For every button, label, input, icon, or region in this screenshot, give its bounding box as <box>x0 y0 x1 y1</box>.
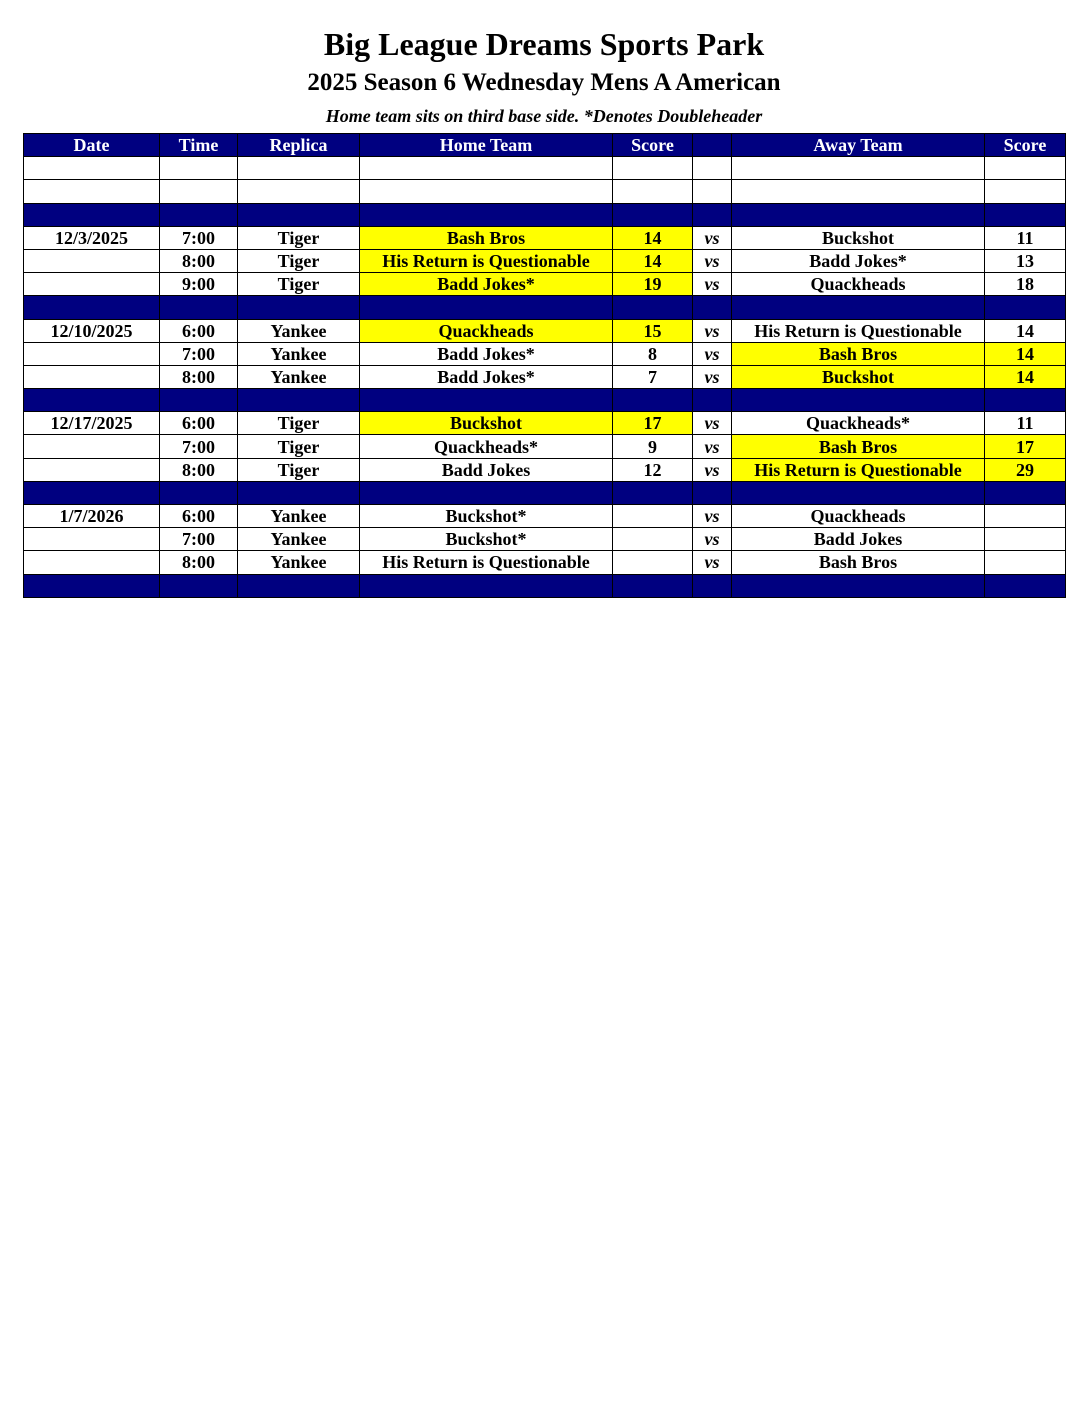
col-header-vs <box>693 134 732 157</box>
week-separator-row <box>24 203 1066 226</box>
vs-cell <box>693 157 732 180</box>
away-score-cell: 13 <box>985 249 1066 272</box>
game-row <box>24 412 1066 435</box>
schedule-table <box>23 133 1066 598</box>
away-team-cell <box>732 481 985 504</box>
replica-cell: Yankee <box>238 551 360 574</box>
replica-cell: Yankee <box>238 505 360 528</box>
time-cell: 9:00 <box>160 273 238 296</box>
away-team-cell <box>732 203 985 226</box>
game-row <box>24 273 1066 296</box>
away-score-cell: 11 <box>985 412 1066 435</box>
col-header-date: Date <box>24 134 160 157</box>
vs-cell: vs <box>693 249 732 272</box>
date-cell <box>24 574 160 597</box>
vs-cell: vs <box>693 458 732 481</box>
date-cell: 12/10/2025 <box>24 319 160 342</box>
date-cell <box>24 528 160 551</box>
home-score-cell: 12 <box>613 458 693 481</box>
game-row <box>24 319 1066 342</box>
away-team-cell: Badd Jokes <box>732 528 985 551</box>
away-score-cell <box>985 505 1066 528</box>
replica-cell <box>238 389 360 412</box>
vs-cell: vs <box>693 528 732 551</box>
away-score-cell <box>985 389 1066 412</box>
blank-row <box>24 180 1066 203</box>
away-score-cell: 14 <box>985 365 1066 388</box>
game-row <box>24 528 1066 551</box>
vs-cell <box>693 481 732 504</box>
date-cell: 1/7/2026 <box>24 505 160 528</box>
date-cell <box>24 481 160 504</box>
vs-cell <box>693 574 732 597</box>
time-cell <box>160 157 238 180</box>
replica-cell: Tiger <box>238 435 360 458</box>
home-score-cell: 15 <box>613 319 693 342</box>
away-team-cell: Quackheads <box>732 273 985 296</box>
time-cell: 8:00 <box>160 365 238 388</box>
header-row <box>24 134 1066 157</box>
home-team-cell: Quackheads* <box>360 435 613 458</box>
home-team-cell: His Return is Questionable <box>360 551 613 574</box>
away-score-cell <box>985 203 1066 226</box>
replica-cell: Tiger <box>238 249 360 272</box>
col-header-away-team: Away Team <box>732 134 985 157</box>
away-team-cell: Buckshot <box>732 365 985 388</box>
page-title: Big League Dreams Sports Park <box>323 26 765 62</box>
week-separator-row <box>24 296 1066 319</box>
replica-cell: Yankee <box>238 365 360 388</box>
page-subtitle: 2025 Season 6 Wednesday Mens A American <box>307 69 781 96</box>
home-team-cell <box>360 389 613 412</box>
replica-cell <box>238 157 360 180</box>
time-cell: 7:00 <box>160 226 238 249</box>
home-score-cell: 9 <box>613 435 693 458</box>
replica-cell <box>238 574 360 597</box>
home-team-cell: Quackheads <box>360 319 613 342</box>
home-score-cell <box>613 551 693 574</box>
date-cell <box>24 273 160 296</box>
date-cell <box>24 249 160 272</box>
time-cell: 6:00 <box>160 412 238 435</box>
col-header-time: Time <box>160 134 238 157</box>
away-score-cell <box>985 180 1066 203</box>
date-cell: 12/17/2025 <box>24 412 160 435</box>
vs-cell: vs <box>693 551 732 574</box>
date-cell <box>24 458 160 481</box>
home-score-cell <box>613 528 693 551</box>
game-row <box>24 226 1066 249</box>
doubleheader-note: Home team sits on third base side. *Denotes Doubleheader <box>325 106 763 126</box>
vs-cell: vs <box>693 435 732 458</box>
time-cell: 8:00 <box>160 458 238 481</box>
time-cell <box>160 296 238 319</box>
time-cell <box>160 203 238 226</box>
vs-cell: vs <box>693 273 732 296</box>
time-cell <box>160 180 238 203</box>
home-team-cell <box>360 296 613 319</box>
week-separator-row <box>24 389 1066 412</box>
home-score-cell <box>613 505 693 528</box>
away-score-cell <box>985 528 1066 551</box>
col-header-replica: Replica <box>238 134 360 157</box>
home-score-cell <box>613 481 693 504</box>
time-cell: 6:00 <box>160 505 238 528</box>
home-team-cell <box>360 180 613 203</box>
away-score-cell <box>985 296 1066 319</box>
home-score-cell <box>613 296 693 319</box>
away-team-cell <box>732 180 985 203</box>
away-score-cell <box>985 157 1066 180</box>
time-cell <box>160 389 238 412</box>
home-team-cell: Badd Jokes <box>360 458 613 481</box>
replica-cell: Tiger <box>238 458 360 481</box>
away-team-cell: Bash Bros <box>732 551 985 574</box>
away-score-cell: 14 <box>985 319 1066 342</box>
time-cell: 8:00 <box>160 249 238 272</box>
game-row <box>24 435 1066 458</box>
col-header-home-team: Home Team <box>360 134 613 157</box>
schedule-body <box>24 157 1066 598</box>
home-score-cell: 19 <box>613 273 693 296</box>
time-cell <box>160 574 238 597</box>
time-cell: 8:00 <box>160 551 238 574</box>
replica-cell: Tiger <box>238 226 360 249</box>
away-team-cell: His Return is Questionable <box>732 319 985 342</box>
away-score-cell <box>985 551 1066 574</box>
away-team-cell <box>732 389 985 412</box>
vs-cell <box>693 389 732 412</box>
date-cell <box>24 203 160 226</box>
vs-cell: vs <box>693 342 732 365</box>
vs-cell <box>693 203 732 226</box>
vs-cell: vs <box>693 226 732 249</box>
away-team-cell: Bash Bros <box>732 435 985 458</box>
game-row <box>24 505 1066 528</box>
away-team-cell <box>732 157 985 180</box>
vs-cell <box>693 180 732 203</box>
game-row <box>24 365 1066 388</box>
date-cell <box>24 389 160 412</box>
home-team-cell: His Return is Questionable <box>360 249 613 272</box>
away-team-cell: Buckshot <box>732 226 985 249</box>
replica-cell: Tiger <box>238 273 360 296</box>
time-cell: 7:00 <box>160 528 238 551</box>
away-score-cell: 11 <box>985 226 1066 249</box>
home-team-cell: Badd Jokes* <box>360 273 613 296</box>
replica-cell: Tiger <box>238 412 360 435</box>
home-team-cell: Bash Bros <box>360 226 613 249</box>
home-team-cell <box>360 157 613 180</box>
home-team-cell: Buckshot* <box>360 505 613 528</box>
date-cell <box>24 296 160 319</box>
away-score-cell: 17 <box>985 435 1066 458</box>
vs-cell: vs <box>693 365 732 388</box>
date-cell <box>24 435 160 458</box>
game-row <box>24 249 1066 272</box>
home-team-cell: Badd Jokes* <box>360 365 613 388</box>
away-score-cell <box>985 481 1066 504</box>
home-score-cell: 14 <box>613 226 693 249</box>
away-team-cell: His Return is Questionable <box>732 458 985 481</box>
week-separator-row <box>24 574 1066 597</box>
replica-cell: Yankee <box>238 342 360 365</box>
date-cell <box>24 365 160 388</box>
home-team-cell: Badd Jokes* <box>360 342 613 365</box>
date-cell <box>24 342 160 365</box>
game-row <box>24 458 1066 481</box>
away-team-cell: Badd Jokes* <box>732 249 985 272</box>
game-row <box>24 551 1066 574</box>
game-row <box>24 342 1066 365</box>
vs-cell: vs <box>693 412 732 435</box>
home-score-cell: 17 <box>613 412 693 435</box>
away-score-cell: 18 <box>985 273 1066 296</box>
replica-cell <box>238 296 360 319</box>
home-team-cell <box>360 203 613 226</box>
home-team-cell <box>360 481 613 504</box>
home-score-cell <box>613 203 693 226</box>
replica-cell <box>238 203 360 226</box>
home-score-cell: 8 <box>613 342 693 365</box>
col-header-home-score: Score <box>613 134 693 157</box>
date-cell <box>24 157 160 180</box>
time-cell: 7:00 <box>160 342 238 365</box>
home-team-cell <box>360 574 613 597</box>
col-header-away-score: Score <box>985 134 1066 157</box>
replica-cell <box>238 481 360 504</box>
replica-cell: Yankee <box>238 528 360 551</box>
vs-cell: vs <box>693 505 732 528</box>
away-team-cell: Quackheads <box>732 505 985 528</box>
replica-cell: Yankee <box>238 319 360 342</box>
home-score-cell <box>613 180 693 203</box>
blank-row <box>24 157 1066 180</box>
date-cell <box>24 551 160 574</box>
home-team-cell: Buckshot <box>360 412 613 435</box>
home-score-cell: 14 <box>613 249 693 272</box>
away-team-cell <box>732 296 985 319</box>
away-score-cell: 29 <box>985 458 1066 481</box>
date-cell <box>24 180 160 203</box>
away-team-cell <box>732 574 985 597</box>
home-team-cell: Buckshot* <box>360 528 613 551</box>
home-score-cell <box>613 574 693 597</box>
away-score-cell: 14 <box>985 342 1066 365</box>
away-team-cell: Quackheads* <box>732 412 985 435</box>
vs-cell <box>693 296 732 319</box>
replica-cell <box>238 180 360 203</box>
date-cell: 12/3/2025 <box>24 226 160 249</box>
home-score-cell <box>613 157 693 180</box>
time-cell: 7:00 <box>160 435 238 458</box>
vs-cell: vs <box>693 319 732 342</box>
home-score-cell: 7 <box>613 365 693 388</box>
time-cell: 6:00 <box>160 319 238 342</box>
away-score-cell <box>985 574 1066 597</box>
week-separator-row <box>24 481 1066 504</box>
away-team-cell: Bash Bros <box>732 342 985 365</box>
time-cell <box>160 481 238 504</box>
home-score-cell <box>613 389 693 412</box>
